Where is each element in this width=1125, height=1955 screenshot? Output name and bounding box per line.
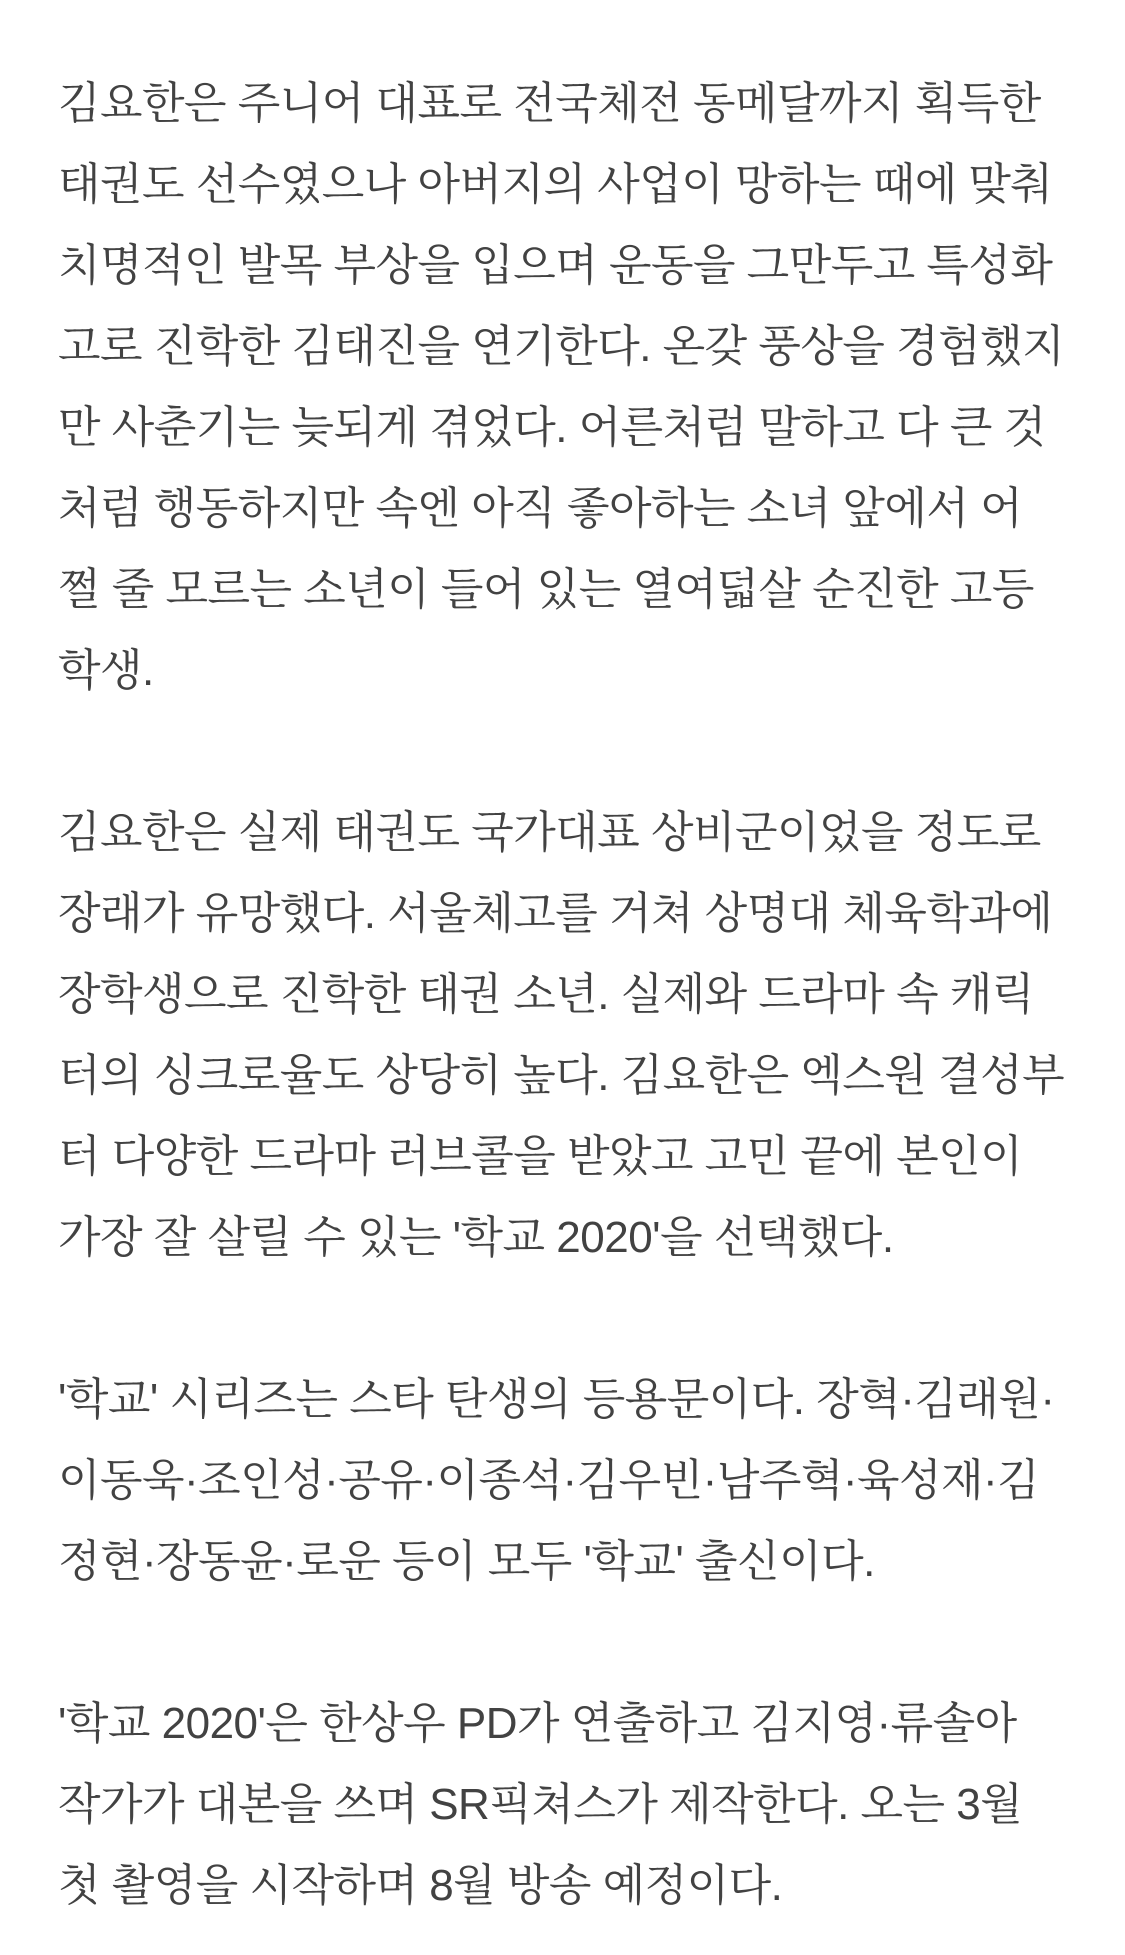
text-line: 이동욱·조인성·공유·이종석·김우빈·남주혁·육성재·김: [58, 1456, 1040, 1505]
text-line: '학교 2020'은 한상우 PD가 연출하고 김지영·류솔아: [58, 1699, 1017, 1748]
text-line: 만 사춘기는 늦되게 겪었다. 어른처럼 말하고 다 큰 것: [58, 403, 1046, 452]
text-line: 터의 싱크로율도 상당히 높다. 김요한은 엑스원 결성부: [58, 1051, 1065, 1100]
article-paragraph: [58, 63, 1101, 711]
article-paragraph: [58, 1683, 1101, 1926]
text-line: 작가가 대본을 쓰며 SR픽쳐스가 제작한다. 오는 3월: [58, 1780, 1023, 1829]
text-line: 장래가 유망했다. 서울체고를 거쳐 상명대 체육학과에: [58, 889, 1053, 938]
article-paragraph: [58, 792, 1101, 1278]
text-line: 터 다양한 드라마 러브콜을 받았고 고민 끝에 본인이: [58, 1132, 1023, 1181]
text-line: 첫 촬영을 시작하며 8월 방송 예정이다.: [58, 1861, 783, 1910]
text-line: 김요한은 실제 태권도 국가대표 상비군이었을 정도로: [58, 808, 1041, 857]
text-line: 쩔 줄 모르는 소년이 들어 있는 열여덟살 순진한 고등: [58, 565, 1034, 614]
text-line: 학생.: [58, 646, 154, 695]
article-paragraphs: [58, 63, 1101, 1926]
text-line: '학교' 시리즈는 스타 탄생의 등용문이다. 장혁·김래원·: [58, 1375, 1055, 1424]
text-line: 치명적인 발목 부상을 입으며 운동을 그만두고 특성화: [58, 241, 1053, 290]
text-line: 고로 진학한 김태진을 연기한다. 온갖 풍상을 경험했지: [58, 322, 1065, 371]
text-line: 처럼 행동하지만 속엔 아직 좋아하는 소녀 앞에서 어: [58, 484, 1023, 533]
text-line: 태권도 선수였으나 아버지의 사업이 망하는 때에 맞춰: [58, 160, 1053, 209]
text-line: 김요한은 주니어 대표로 전국체전 동메달까지 획득한: [58, 79, 1041, 128]
text-line: 장학생으로 진학한 태권 소년. 실제와 드라마 속 캐릭: [58, 970, 1034, 1019]
text-line: 가장 잘 살릴 수 있는 '학교 2020'을 선택했다.: [58, 1213, 894, 1262]
article-paragraph: [58, 1359, 1101, 1602]
text-line: 정현·장동윤·로운 등이 모두 '학교' 출신이다.: [58, 1537, 875, 1586]
